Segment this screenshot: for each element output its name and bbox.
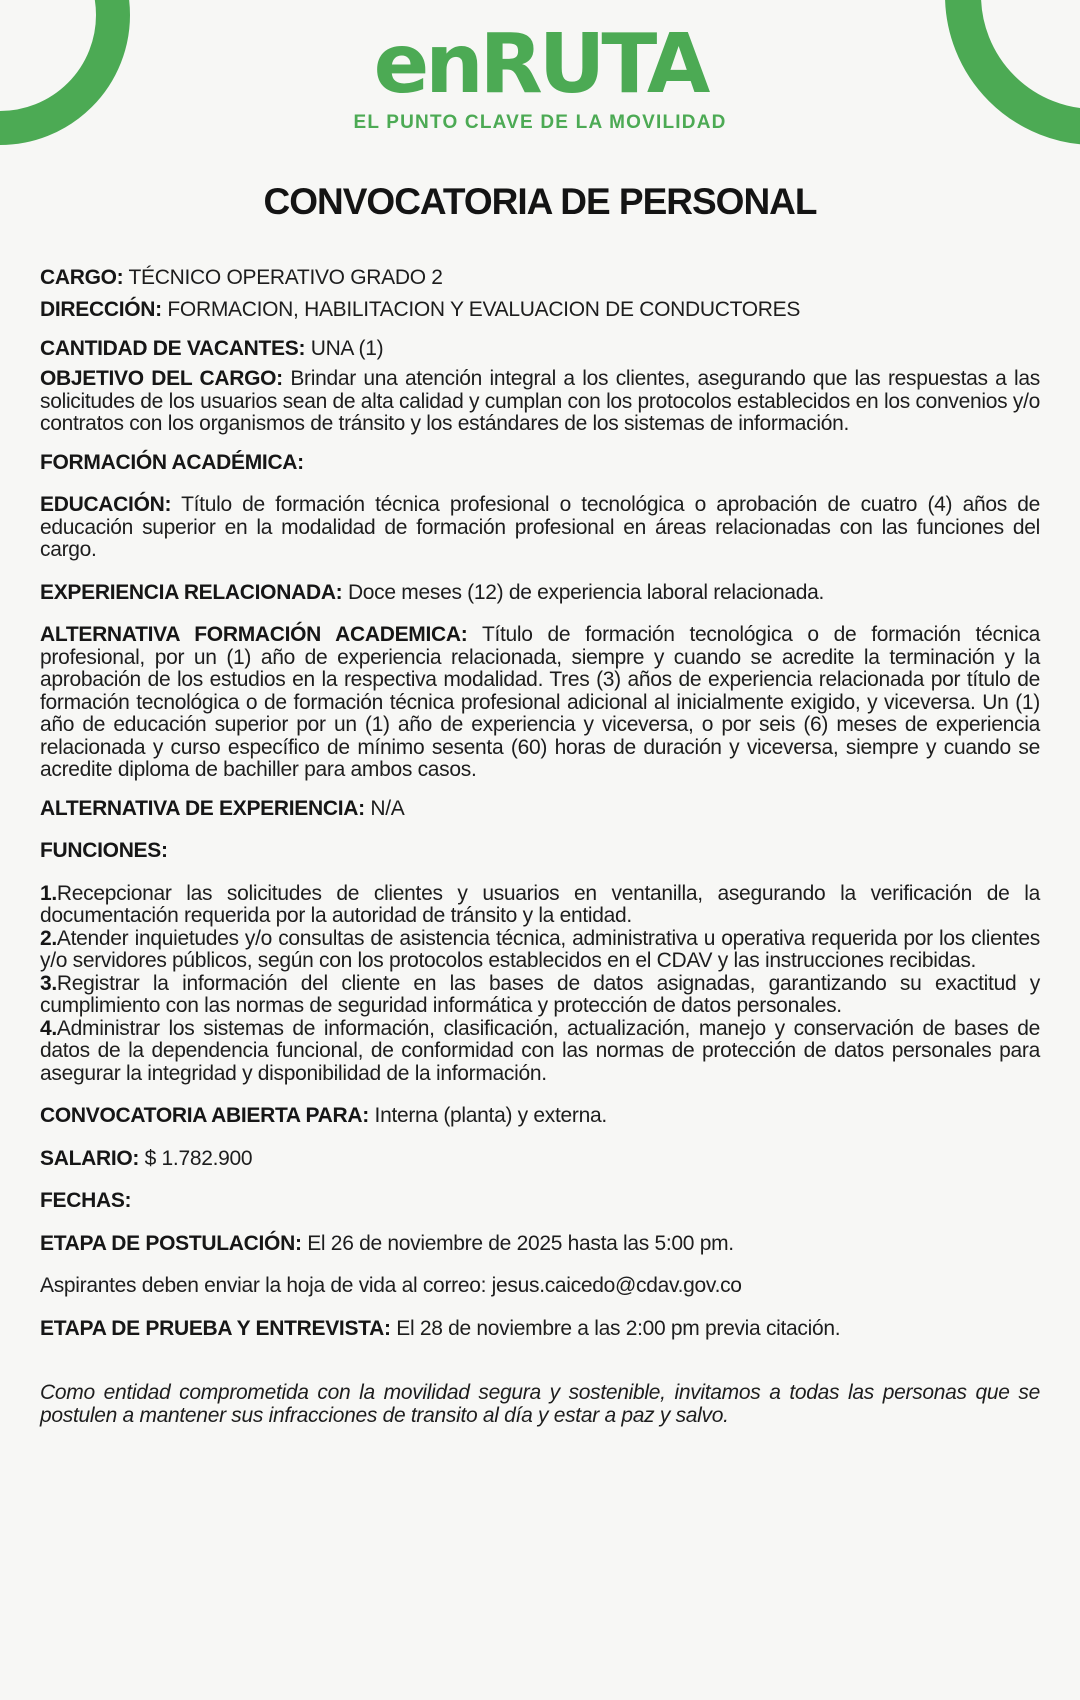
field-label: ALTERNATIVA DE EXPERIENCIA: — [40, 796, 365, 820]
field-vacantes — [40, 338, 1040, 361]
field-label: ETAPA DE POSTULACIÓN: — [40, 1231, 302, 1255]
field-label: ETAPA DE PRUEBA Y ENTREVISTA: — [40, 1316, 391, 1340]
field-label: EDUCACIÓN: — [40, 493, 172, 517]
field-salario — [40, 1148, 1040, 1171]
field-value: N/A — [370, 796, 405, 820]
field-direccion — [40, 299, 1040, 322]
content — [40, 267, 1040, 1428]
field-value: TÉCNICO OPERATIVO GRADO 2 — [128, 265, 443, 289]
field-value: UNA (1) — [310, 336, 384, 360]
item-text: Recepcionar las solicitudes de clientes y usuarios en ventanilla, asegurando la verificación de la documentación requerida por la autoridad de tránsito y la entidad. — [40, 881, 1040, 928]
field-value: $ 1.782.900 — [144, 1146, 253, 1170]
field-label: OBJETIVO DEL CARGO: — [40, 367, 283, 391]
item-number: 2. — [40, 926, 57, 950]
field-value: El 28 de noviembre a las 2:00 pm previa citación. — [396, 1316, 841, 1340]
field-value: FORMACION, HABILITACION Y EVALUACION DE CONDUCTORES — [167, 298, 801, 322]
logo-tagline: EL PUNTO CLAVE DE LA MOVILIDAD — [353, 111, 727, 133]
field-value: Doce meses (12) de experiencia laboral relacionada. — [347, 580, 825, 604]
field-value: Título de formación tecnológica o de formación técnica profesional, por un (1) año de experiencia relacionada, siempre y cuando se acredite la terminación y la aprobación de los estudios en la respectiva modalidad. Tres (3) años de experiencia relacionada por título de formación tecnológica o de formación técnica profesional adicional al inicialmente exigido, y viceversa. Un (1) año de educación superior por un (1) año de experiencia y viceversa, o por seis (6) meses de experiencia relacionada y curso específico de mínimo sesenta (60) horas de duración y viceversa, siempre y cuando se acredite diploma de bachiller para ambos casos. — [40, 623, 1040, 782]
heading-formacion-academica — [40, 452, 1040, 475]
field-alternativa-experiencia — [40, 798, 1040, 821]
note-envio-hoja-vida — [40, 1275, 1040, 1298]
section-heading: FECHAS: — [40, 1189, 132, 1213]
item-number: 1. — [40, 881, 57, 905]
funcion-item-1 — [40, 883, 1040, 928]
section-heading: FORMACIÓN ACADÉMICA: — [40, 450, 304, 474]
field-etapa-prueba — [40, 1318, 1040, 1341]
field-etapa-postulacion — [40, 1233, 1040, 1256]
field-convocatoria-abierta — [40, 1105, 1040, 1128]
field-educacion — [40, 494, 1040, 562]
field-label: CANTIDAD DE VACANTES: — [40, 336, 306, 360]
field-value: Brindar una atención integral a los clientes, asegurando que las respuestas a las solicitudes de los usuarios sean de alta calidad y cumplan con los protocolos establecidos en los convenios y/o contratos con los organismos de tránsito y los estándares de los sistemas de información. — [40, 367, 1040, 436]
field-experiencia-relacionada — [40, 582, 1040, 605]
field-alternativa-formacion — [40, 624, 1040, 782]
item-number: 3. — [40, 971, 57, 995]
field-cargo — [40, 267, 1040, 290]
page-title: CONVOCATORIA DE PERSONAL — [263, 180, 817, 222]
item-text: Registrar la información del cliente en las bases de datos asignadas, garantizando su exactitud y cumplimiento con las normas de seguridad informática y protección de datos personales. — [40, 971, 1040, 1018]
email-address: jesus.caicedo@cdav.gov.co — [491, 1274, 742, 1298]
item-number: 4. — [40, 1016, 57, 1040]
field-label: CARGO: — [40, 265, 124, 289]
field-label: ALTERNATIVA FORMACIÓN ACADEMICA: — [40, 623, 468, 647]
footer-note: Como entidad comprometida con la movilidad segura y sostenible, invitamos a todas las personas que se postulen a mantener sus infracciones de transito al día y estar a paz y salvo. — [40, 1381, 1040, 1427]
heading-funciones — [40, 840, 1040, 863]
enruta-logo: enRUTA — [373, 17, 707, 112]
funcion-item-3 — [40, 973, 1040, 1018]
heading-fechas — [40, 1190, 1040, 1213]
field-value: El 26 de noviembre de 2025 hasta las 5:00 pm. — [307, 1231, 734, 1255]
field-value: Título de formación técnica profesional o tecnológica o aprobación de cuatro (4) años de educación superior en la modalidad de formación profesional en áreas relacionadas con las funciones del cargo. — [40, 493, 1040, 562]
note-text: Aspirantes deben enviar la hoja de vida al correo: — [40, 1274, 487, 1298]
field-label: SALARIO: — [40, 1146, 140, 1170]
section-heading: FUNCIONES: — [40, 839, 168, 863]
item-text: Administrar los sistemas de información, clasificación, actualización, manejo y conservación de bases de datos de la dependencia funcional, de conformidad con las normas de protección de datos personales para asegurar la integridad y disponibilidad de la información. — [40, 1016, 1040, 1085]
field-label: DIRECCIÓN: — [40, 298, 162, 322]
field-value: Interna (planta) y externa. — [374, 1104, 607, 1128]
field-label: CONVOCATORIA ABIERTA PARA: — [40, 1104, 369, 1128]
field-objetivo — [40, 368, 1040, 436]
field-label: EXPERIENCIA RELACIONADA: — [40, 580, 343, 604]
header — [0, 0, 1080, 134]
funcion-item-2 — [40, 928, 1040, 973]
funcion-item-4 — [40, 1018, 1040, 1086]
item-text: Atender inquietudes y/o consultas de asistencia técnica, administrativa u operativa requerida por los clientes y/o servidores públicos, según con los protocolos establecidos en el CDAV y las instrucciones recibidas. — [40, 926, 1040, 973]
